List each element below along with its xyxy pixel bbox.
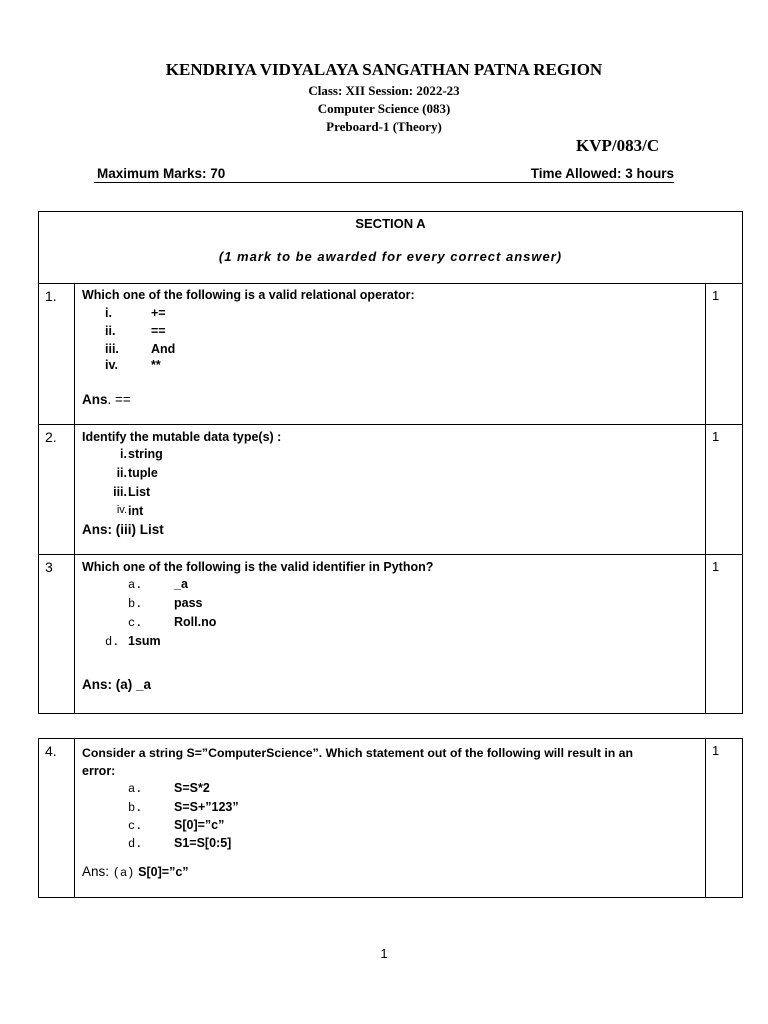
option-value: int xyxy=(128,504,144,518)
option-value: List xyxy=(128,485,151,499)
marks-time-line xyxy=(94,166,674,183)
option-label: iii. xyxy=(105,342,119,356)
option-value: == xyxy=(151,324,166,338)
answer-value: : (a) _a xyxy=(107,677,152,692)
answer-value: : (iii) List xyxy=(107,522,164,537)
answer xyxy=(82,864,189,880)
option-label: a. xyxy=(128,782,143,796)
question-row xyxy=(38,425,743,555)
option-value: And xyxy=(151,342,176,356)
answer-value: S[0]=”c” xyxy=(138,865,189,879)
question-row xyxy=(38,555,743,714)
answer-label: Ans xyxy=(82,392,108,407)
option-label: ii. xyxy=(105,324,116,338)
question-body xyxy=(75,284,705,424)
answer-label: Ans xyxy=(82,677,108,692)
option-value: S=S+”123” xyxy=(174,800,239,814)
subject: Computer Science (083) xyxy=(317,101,451,116)
question-number: 1. xyxy=(39,284,75,424)
section-header-box xyxy=(38,211,743,284)
question-text: Which one of the following is the valid identifier in Python? xyxy=(82,560,434,574)
option-value: pass xyxy=(174,596,203,610)
question-number: 2. xyxy=(39,425,75,554)
question-text: Which one of the following is a valid relational operator: xyxy=(82,288,415,302)
option-label: d. xyxy=(105,635,120,649)
answer-value: . == xyxy=(107,392,131,407)
school-title: KENDRIYA VIDYALAYA SANGATHAN PATNA REGION xyxy=(165,60,603,79)
exam-name: Preboard-1 (Theory) xyxy=(326,119,442,134)
option-label: b. xyxy=(128,597,143,611)
question-row xyxy=(38,283,743,425)
option-value: string xyxy=(128,447,163,461)
option-value: S1=S[0:5] xyxy=(174,836,232,850)
option-value: ** xyxy=(151,358,161,372)
question-text-cont: error: xyxy=(82,764,116,778)
section-note: (1 mark to be awarded for every correct answer) xyxy=(218,249,563,264)
questions-table xyxy=(38,738,743,898)
option-value: _a xyxy=(174,577,188,591)
question-text: Identify the mutable data type(s) : xyxy=(82,430,282,444)
question-marks: 1 xyxy=(705,284,742,424)
section-title: SECTION A xyxy=(355,216,426,231)
answer xyxy=(82,677,151,692)
option-value: Roll.no xyxy=(174,615,217,629)
paper-code: KVP/083/C xyxy=(576,136,660,155)
option-label: a. xyxy=(128,578,143,592)
answer-option: (a) xyxy=(112,866,135,880)
option-value: tuple xyxy=(128,466,158,480)
question-body xyxy=(75,425,705,554)
maximum-marks: Maximum Marks: 70 xyxy=(97,166,226,181)
answer-label: Ans: xyxy=(82,864,110,879)
question-text: Consider a string S=”ComputerScience”. Which statement out of the following will result in an xyxy=(82,746,634,760)
question-body xyxy=(75,555,705,713)
option-label: b. xyxy=(128,801,143,815)
option-value: 1sum xyxy=(128,634,161,648)
page-number: 1 xyxy=(380,946,388,961)
option-label: c. xyxy=(128,819,143,833)
option-label: i. xyxy=(120,447,127,461)
option-label: ii. xyxy=(116,466,127,480)
question-marks: 1 xyxy=(705,425,742,554)
option-label: iv. xyxy=(116,504,127,516)
question-marks: 1 xyxy=(705,555,742,713)
question-number: 3 xyxy=(39,555,75,713)
option-label: i. xyxy=(105,306,112,320)
answer-label: Ans xyxy=(82,522,108,537)
option-value: S=S*2 xyxy=(174,781,210,795)
option-label: c. xyxy=(128,616,143,630)
answer xyxy=(82,522,164,537)
question-number: 4. xyxy=(39,739,75,897)
option-label: iii. xyxy=(113,485,127,499)
answer xyxy=(82,392,131,407)
class-session: Class: XII Session: 2022-23 xyxy=(308,83,460,98)
question-row xyxy=(38,738,743,898)
option-value: += xyxy=(151,306,166,320)
question-body xyxy=(75,739,705,897)
option-value: S[0]=”c” xyxy=(174,818,225,832)
time-allowed: Time Allowed: 3 hours xyxy=(530,166,674,181)
questions-table xyxy=(38,283,743,714)
question-marks: 1 xyxy=(705,739,742,897)
option-label: iv. xyxy=(105,358,118,372)
option-label: d. xyxy=(128,837,143,851)
